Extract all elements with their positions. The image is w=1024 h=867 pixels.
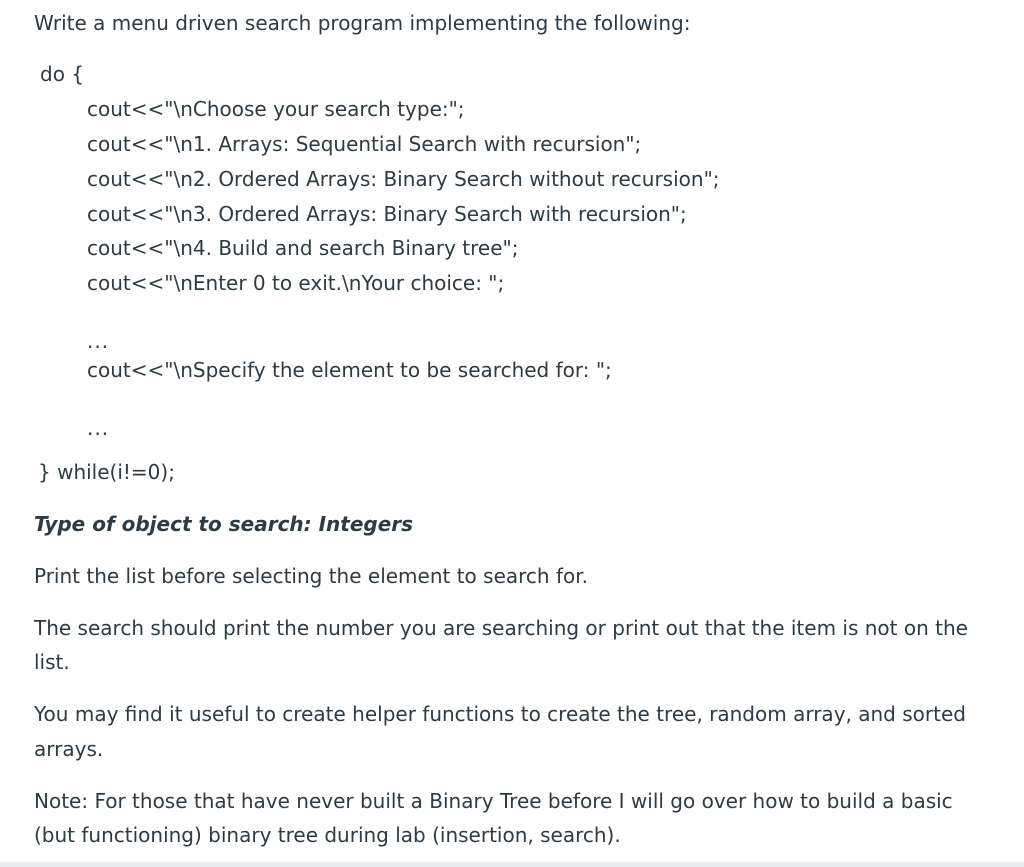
code-ellipsis-2: ... — [87, 416, 110, 440]
intro-text: Write a menu driven search program implementing the following: — [34, 11, 691, 35]
code-line-option-4: cout<<"\n4. Build and search Binary tree"; — [87, 236, 519, 260]
bottom-divider — [0, 862, 1024, 867]
helper-paragraph-line-2: arrays. — [34, 737, 104, 761]
print-list-paragraph: Print the list before selecting the element to search for. — [34, 564, 588, 588]
note-paragraph-line-2: (but functioning) binary tree during lab (insertion, search). — [34, 823, 621, 847]
helper-paragraph-line-1: You may find it useful to create helper functions to create the tree, random array, and sorted — [34, 702, 966, 726]
code-line-option-2: cout<<"\n2. Ordered Arrays: Binary Search without recursion"; — [87, 167, 720, 191]
do-open-line: do { — [40, 62, 85, 86]
search-paragraph-line-2: list. — [34, 650, 70, 674]
search-paragraph-line-1: The search should print the number you are searching or print out that the item is not on the — [34, 616, 968, 640]
code-line-option-1: cout<<"\n1. Arrays: Sequential Search with recursion"; — [87, 132, 642, 156]
code-line-choose: cout<<"\nChoose your search type:"; — [87, 97, 465, 121]
code-line-exit-prompt: cout<<"\nEnter 0 to exit.\nYour choice: "; — [87, 271, 505, 295]
code-line-specify: cout<<"\nSpecify the element to be searched for: "; — [87, 358, 612, 382]
code-line-option-3: cout<<"\n3. Ordered Arrays: Binary Search with recursion"; — [87, 202, 687, 226]
object-type-heading: Type of object to search: Integers — [34, 512, 414, 536]
while-close-line: } while(i!=0); — [38, 460, 175, 484]
note-paragraph-line-1: Note: For those that have never built a Binary Tree before I will go over how to build a basic — [34, 789, 953, 813]
code-ellipsis-1: ... — [87, 329, 110, 353]
